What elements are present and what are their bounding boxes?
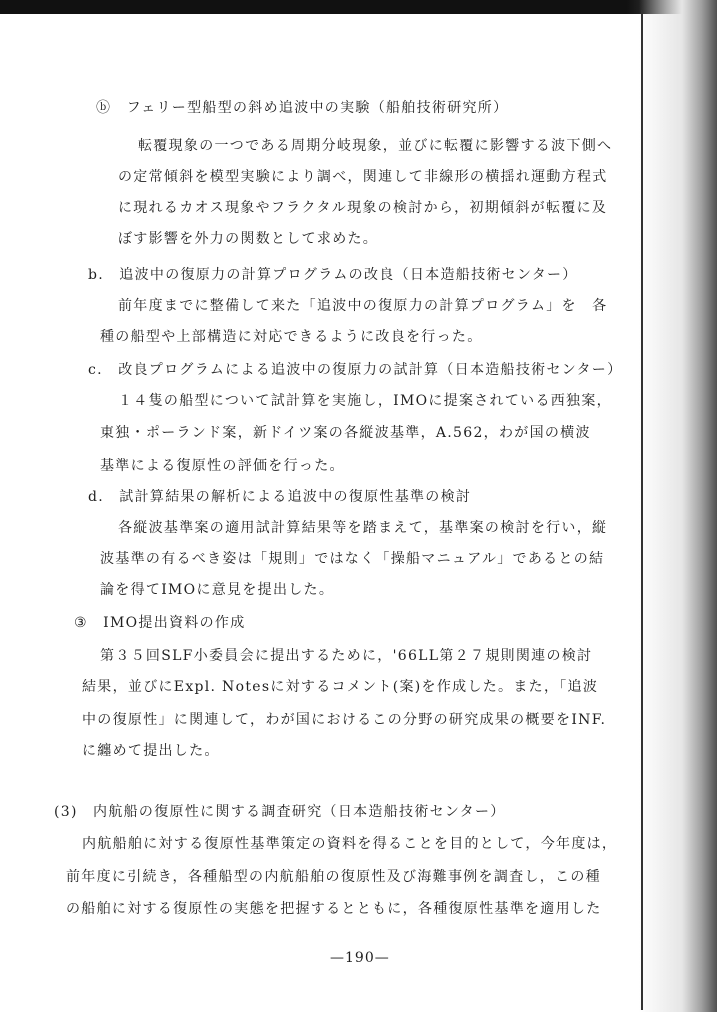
paragraph-line: 前年度までに整備して来た「追波中の復原力の計算プログラム」を 各 — [118, 298, 608, 314]
page-edge-line — [641, 10, 643, 1010]
heading-b-program-improvement: b. 追波中の復原力の計算プログラムの改良（日本造船技術センター） — [88, 267, 578, 283]
paragraph-line: の船舶に対する復原性の実態を把握するとともに，各種復原性基準を適用した — [66, 901, 602, 917]
paragraph-line: 中の復原性」に関連して，わが国におけるこの分野の研究成果の概要をINF. — [82, 712, 607, 728]
paragraph-line: 第３５回SLF小委員会に提出するために，'66LL第２７規則関連の検討 — [100, 648, 593, 664]
heading-d-analysis: d. 試計算結果の解析による追波中の復原性基準の検討 — [88, 489, 472, 505]
section-heading-3-coastal-vessels: (3) 内航船の復原性に関する調査研究（日本造船技術センター） — [54, 804, 506, 820]
page-number: —190— — [330, 950, 390, 966]
paragraph-line: 基準による復原性の評価を行った。 — [100, 458, 345, 474]
paragraph-line: 波基準の有るべき姿は「規則」ではなく「操船マニュアル」であるとの結 — [100, 551, 605, 567]
paragraph-line: 前年度に引続き，各種船型の内航船舶の復原性及び海難事例を調査し，この種 — [66, 869, 601, 885]
paragraph-line: 各縦波基準案の適用試計算結果等を踏まえて，基準案の検討を行い，縦 — [118, 520, 608, 536]
paragraph-line: 東独・ポーランド案，新ドイツ案の各縦波基準，A.562，わが国の横波 — [100, 425, 591, 441]
paragraph-line: に現れるカオス現象やフラクタル現象の検討から，初期傾斜が転覆に及 — [118, 200, 608, 216]
paragraph-line: 内航船舶に対する復原性基準策定の資料を得ることを目的として，今年度は， — [82, 836, 618, 852]
scan-right-edge — [639, 0, 717, 1012]
heading-b-ferry-experiment: ⓑ フェリー型船型の斜め追波中の実験（船舶技術研究所） — [96, 100, 509, 116]
paragraph-line: 転覆現象の一つである周期分岐現象，並びに転覆に影響する波下側へ — [138, 138, 613, 154]
paragraph-line: の定常傾斜を模型実験により調べ，関連して非線形の横揺れ運動方程式 — [118, 169, 608, 185]
heading-3-imo-documents: ③ IMO提出資料の作成 — [74, 615, 246, 631]
paragraph-line: に纏めて提出した。 — [82, 743, 220, 759]
paragraph-line: 種の船型や上部構造に対応できるように改良を行った。 — [100, 329, 483, 345]
paragraph-line: ぼす影響を外力の関数として求めた。 — [118, 231, 379, 247]
scan-top-bar — [0, 0, 717, 14]
paragraph-line: 論を得てIMOに意見を提出した。 — [100, 582, 335, 598]
paragraph-line: １４隻の船型について試計算を実施し，IMOに提案されている西独案， — [118, 393, 612, 409]
paragraph-line: 結果，並びにExpl. Notesに対するコメント(案)を作成した。また，「追波 — [82, 679, 599, 695]
heading-c-trial-calculation: c. 改良プログラムによる追波中の復原力の試計算（日本造船技術センター） — [88, 362, 623, 378]
